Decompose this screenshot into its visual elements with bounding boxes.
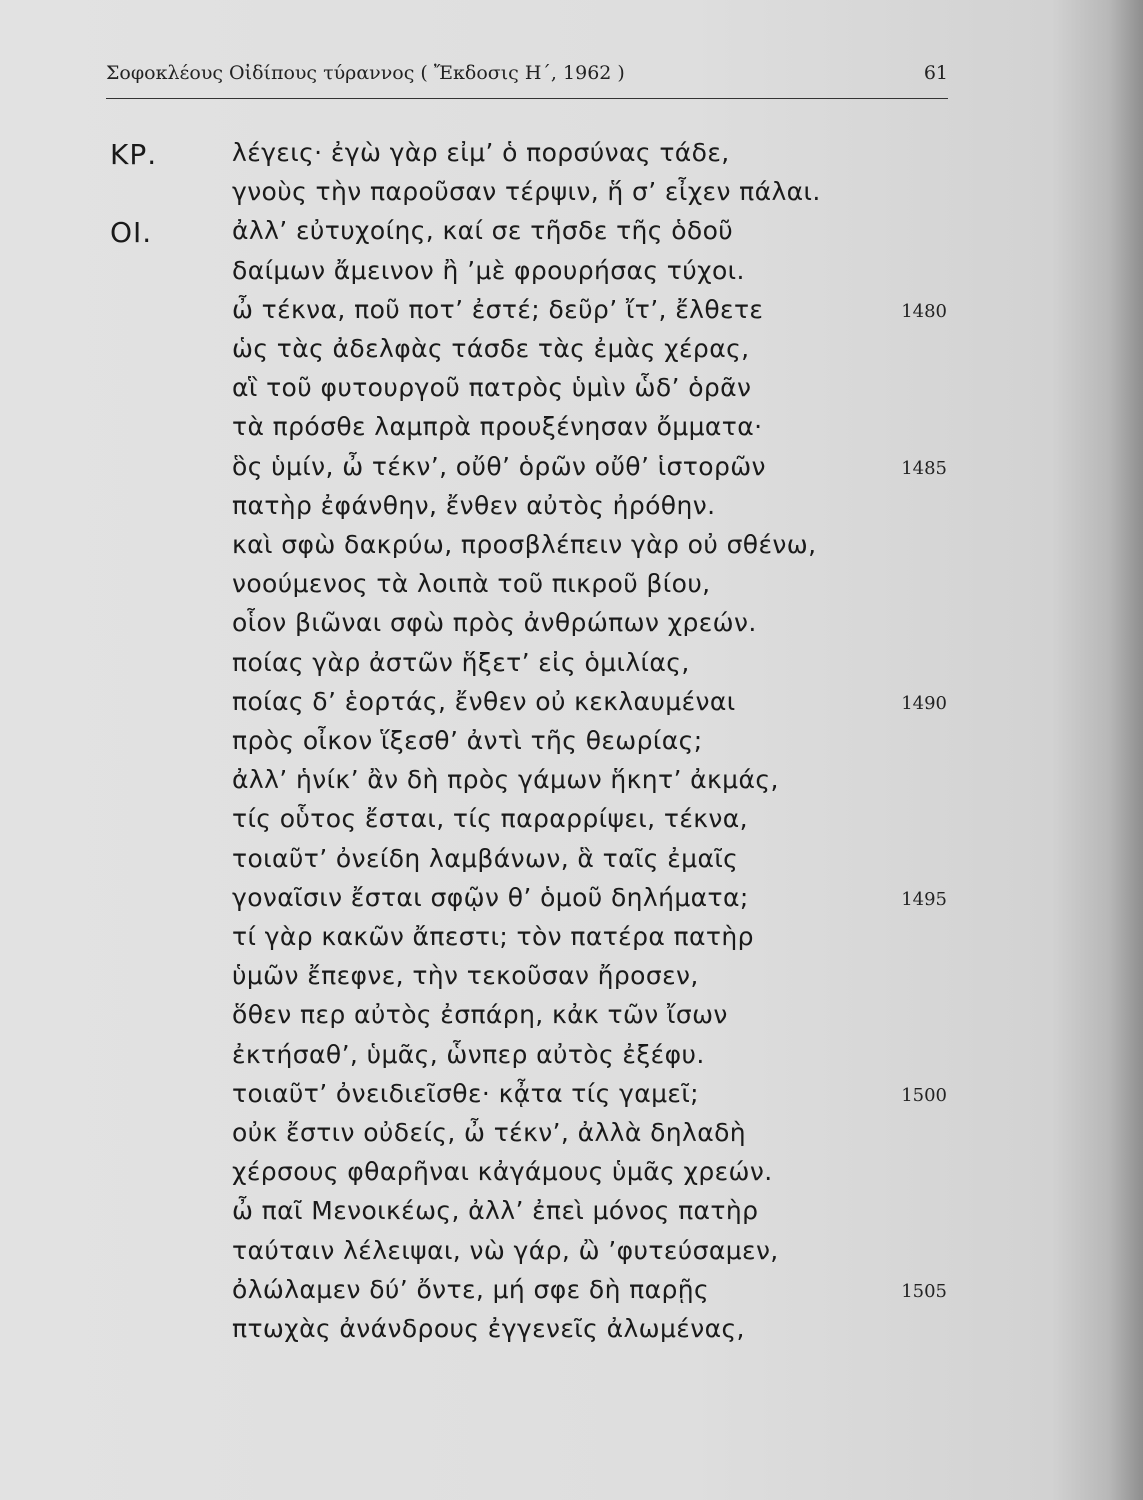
verse-line	[0, 1157, 1143, 1197]
verse-line	[0, 1118, 1143, 1158]
verse-text: πτωχὰς ἀνάνδρους ἐγγενεῖς ἀλωμένας,	[232, 1314, 745, 1343]
speaker-label: ΟΙ.	[110, 216, 153, 250]
verse-text: τί γὰρ κακῶν ἄπεστι; τὸν πατέρα πατὴρ	[232, 922, 754, 951]
verse-text: τοιαῦτ’ ὀνειδιεῖσθε· κᾆτα τίς γαμεῖ;	[232, 1078, 699, 1108]
verse-text: ἐκτήσαθ’, ὑμᾶς, ὧνπερ αὐτὸς ἐξέφυ.	[232, 1039, 705, 1069]
verse-line	[0, 648, 1143, 688]
verse-line	[0, 256, 1143, 296]
verse-line	[0, 177, 1143, 217]
verse-text: ἀλλ’ ἡνίκ’ ἂν δὴ πρὸς γάμων ἥκητ’ ἀκμάς,	[232, 765, 779, 795]
speaker-label: ΚΡ.	[110, 138, 158, 171]
verse-line	[0, 961, 1143, 1001]
verse-line	[0, 334, 1143, 374]
verse-text: ὅθεν περ αὐτὸς ἐσπάρη, κἀκ τῶν ἴσων	[232, 1000, 728, 1030]
verse-line	[0, 1040, 1143, 1080]
verse-line	[0, 687, 1143, 727]
verse-text: ὦ παῖ Μενοικέως, ἀλλ’ ἐπεὶ μόνος πατὴρ	[232, 1196, 759, 1226]
verse-line	[0, 569, 1143, 609]
verse-line	[0, 1236, 1143, 1276]
verse-text: ἀλλ’ εὐτυχοίης, καί σε τῆσδε τῆς ὁδοῦ	[232, 216, 734, 246]
verse-line	[0, 412, 1143, 452]
verse-text: πατὴρ ἐφάνθην, ἔνθεν αὐτὸς ἠρόθην.	[232, 490, 716, 520]
verse-text: δαίμων ἄμεινον ἢ ’μὲ φρουρήσας τύχοι.	[232, 255, 745, 285]
verse-line	[0, 530, 1143, 570]
verse-text: ὡς τὰς ἀδελφὰς τάσδε τὰς ἐμὰς χέρας,	[232, 334, 750, 363]
verse-text: τὰ πρόσθε λαμπρὰ προυξένησαν ὄμματα·	[232, 412, 763, 442]
verse-line	[0, 922, 1143, 962]
verse-line	[0, 1196, 1143, 1236]
line-number: 1505	[901, 1280, 947, 1302]
verse-line	[0, 1275, 1143, 1315]
verse-line	[0, 883, 1143, 923]
verse-text: αἳ τοῦ φυτουργοῦ πατρὸς ὑμὶν ὧδ’ ὁρᾶν	[232, 373, 752, 403]
verse-text: ὑμῶν ἔπεφνε, τὴν τεκοῦσαν ἤροσεν,	[232, 961, 699, 991]
verse-text: νοούμενος τὰ λοιπὰ τοῦ πικροῦ βίου,	[232, 569, 711, 599]
line-number: 1495	[901, 888, 947, 910]
verse-line	[0, 295, 1143, 335]
verse-text: χέρσους φθαρῆναι κἀγάμους ὑμᾶς χρεών.	[232, 1157, 773, 1187]
verse-text: γνοὺς τὴν παροῦσαν τέρψιν, ἥ σ’ εἶχεν πάλαι.	[232, 177, 821, 207]
verse-line	[0, 216, 1143, 256]
verse-line	[0, 1314, 1143, 1354]
verse-text: ὦ τέκνα, ποῦ ποτ’ ἐστέ; δεῦρ’ ἴτ’, ἔλθετε	[232, 294, 764, 324]
page-number: 61	[923, 62, 948, 84]
verse-line	[0, 844, 1143, 884]
page-header	[106, 62, 948, 84]
verse-text: ποίας δ’ ἑορτάς, ἔνθεν οὐ κεκλαυμέναι	[232, 686, 736, 716]
verse-line	[0, 608, 1143, 648]
verse-line	[0, 1079, 1143, 1119]
line-number: 1500	[901, 1084, 947, 1106]
verse-line	[0, 765, 1143, 805]
verse-text: ταύταιν λέλειψαι, νὼ γάρ, ὢ ’φυτεύσαμεν,	[232, 1235, 779, 1265]
verse-text: οἷον βιῶναι σφὼ πρὸς ἀνθρώπων χρεών.	[232, 608, 757, 638]
running-title: Σοφοκλέους Οἰδίπους τύραννος ( Ἔκδοσις Η΄, 1962 )	[106, 62, 625, 84]
verse-line	[0, 452, 1143, 492]
verse-line	[0, 804, 1143, 844]
line-number: 1480	[901, 300, 947, 322]
verse-line	[0, 491, 1143, 531]
line-number: 1490	[901, 692, 947, 714]
line-number: 1485	[901, 457, 947, 479]
verse-text: ὀλώλαμεν δύ’ ὄντε, μή σφε δὴ παρῇς	[232, 1274, 710, 1304]
verse-text: τίς οὗτος ἔσται, τίς παραρρίψει, τέκνα,	[232, 804, 748, 834]
verse-line	[0, 138, 1143, 178]
verse-line	[0, 1000, 1143, 1040]
verse-line	[0, 373, 1143, 413]
verse-text: οὐκ ἔστιν οὐδείς, ὦ τέκν’, ἀλλὰ δηλαδὴ	[232, 1118, 747, 1147]
header-rule	[106, 98, 948, 99]
verse-line	[0, 726, 1143, 766]
verse-text: ὃς ὑμίν, ὦ τέκν’, οὔθ’ ὁρῶν οὔθ’ ἱστορῶν	[232, 451, 766, 481]
verse-text: λέγεις· ἐγὼ γὰρ εἰμ’ ὁ πορσύνας τάδε,	[232, 138, 730, 167]
verse-text: καὶ σφὼ δακρύω, προσβλέπειν γὰρ οὐ σθένω,	[232, 530, 817, 559]
verse-text: πρὸς οἶκον ἵξεσθ’ ἀντὶ τῆς θεωρίας;	[232, 726, 703, 755]
verse-text: ποίας γὰρ ἀστῶν ἥξετ’ εἰς ὁμιλίας,	[232, 647, 690, 677]
verse-text: τοιαῦτ’ ὀνείδη λαμβάνων, ἃ ταῖς ἐμαῖς	[232, 843, 739, 873]
verse-text: γοναῖσιν ἔσται σφῷν θ’ ὁμοῦ δηλήματα;	[232, 882, 749, 912]
